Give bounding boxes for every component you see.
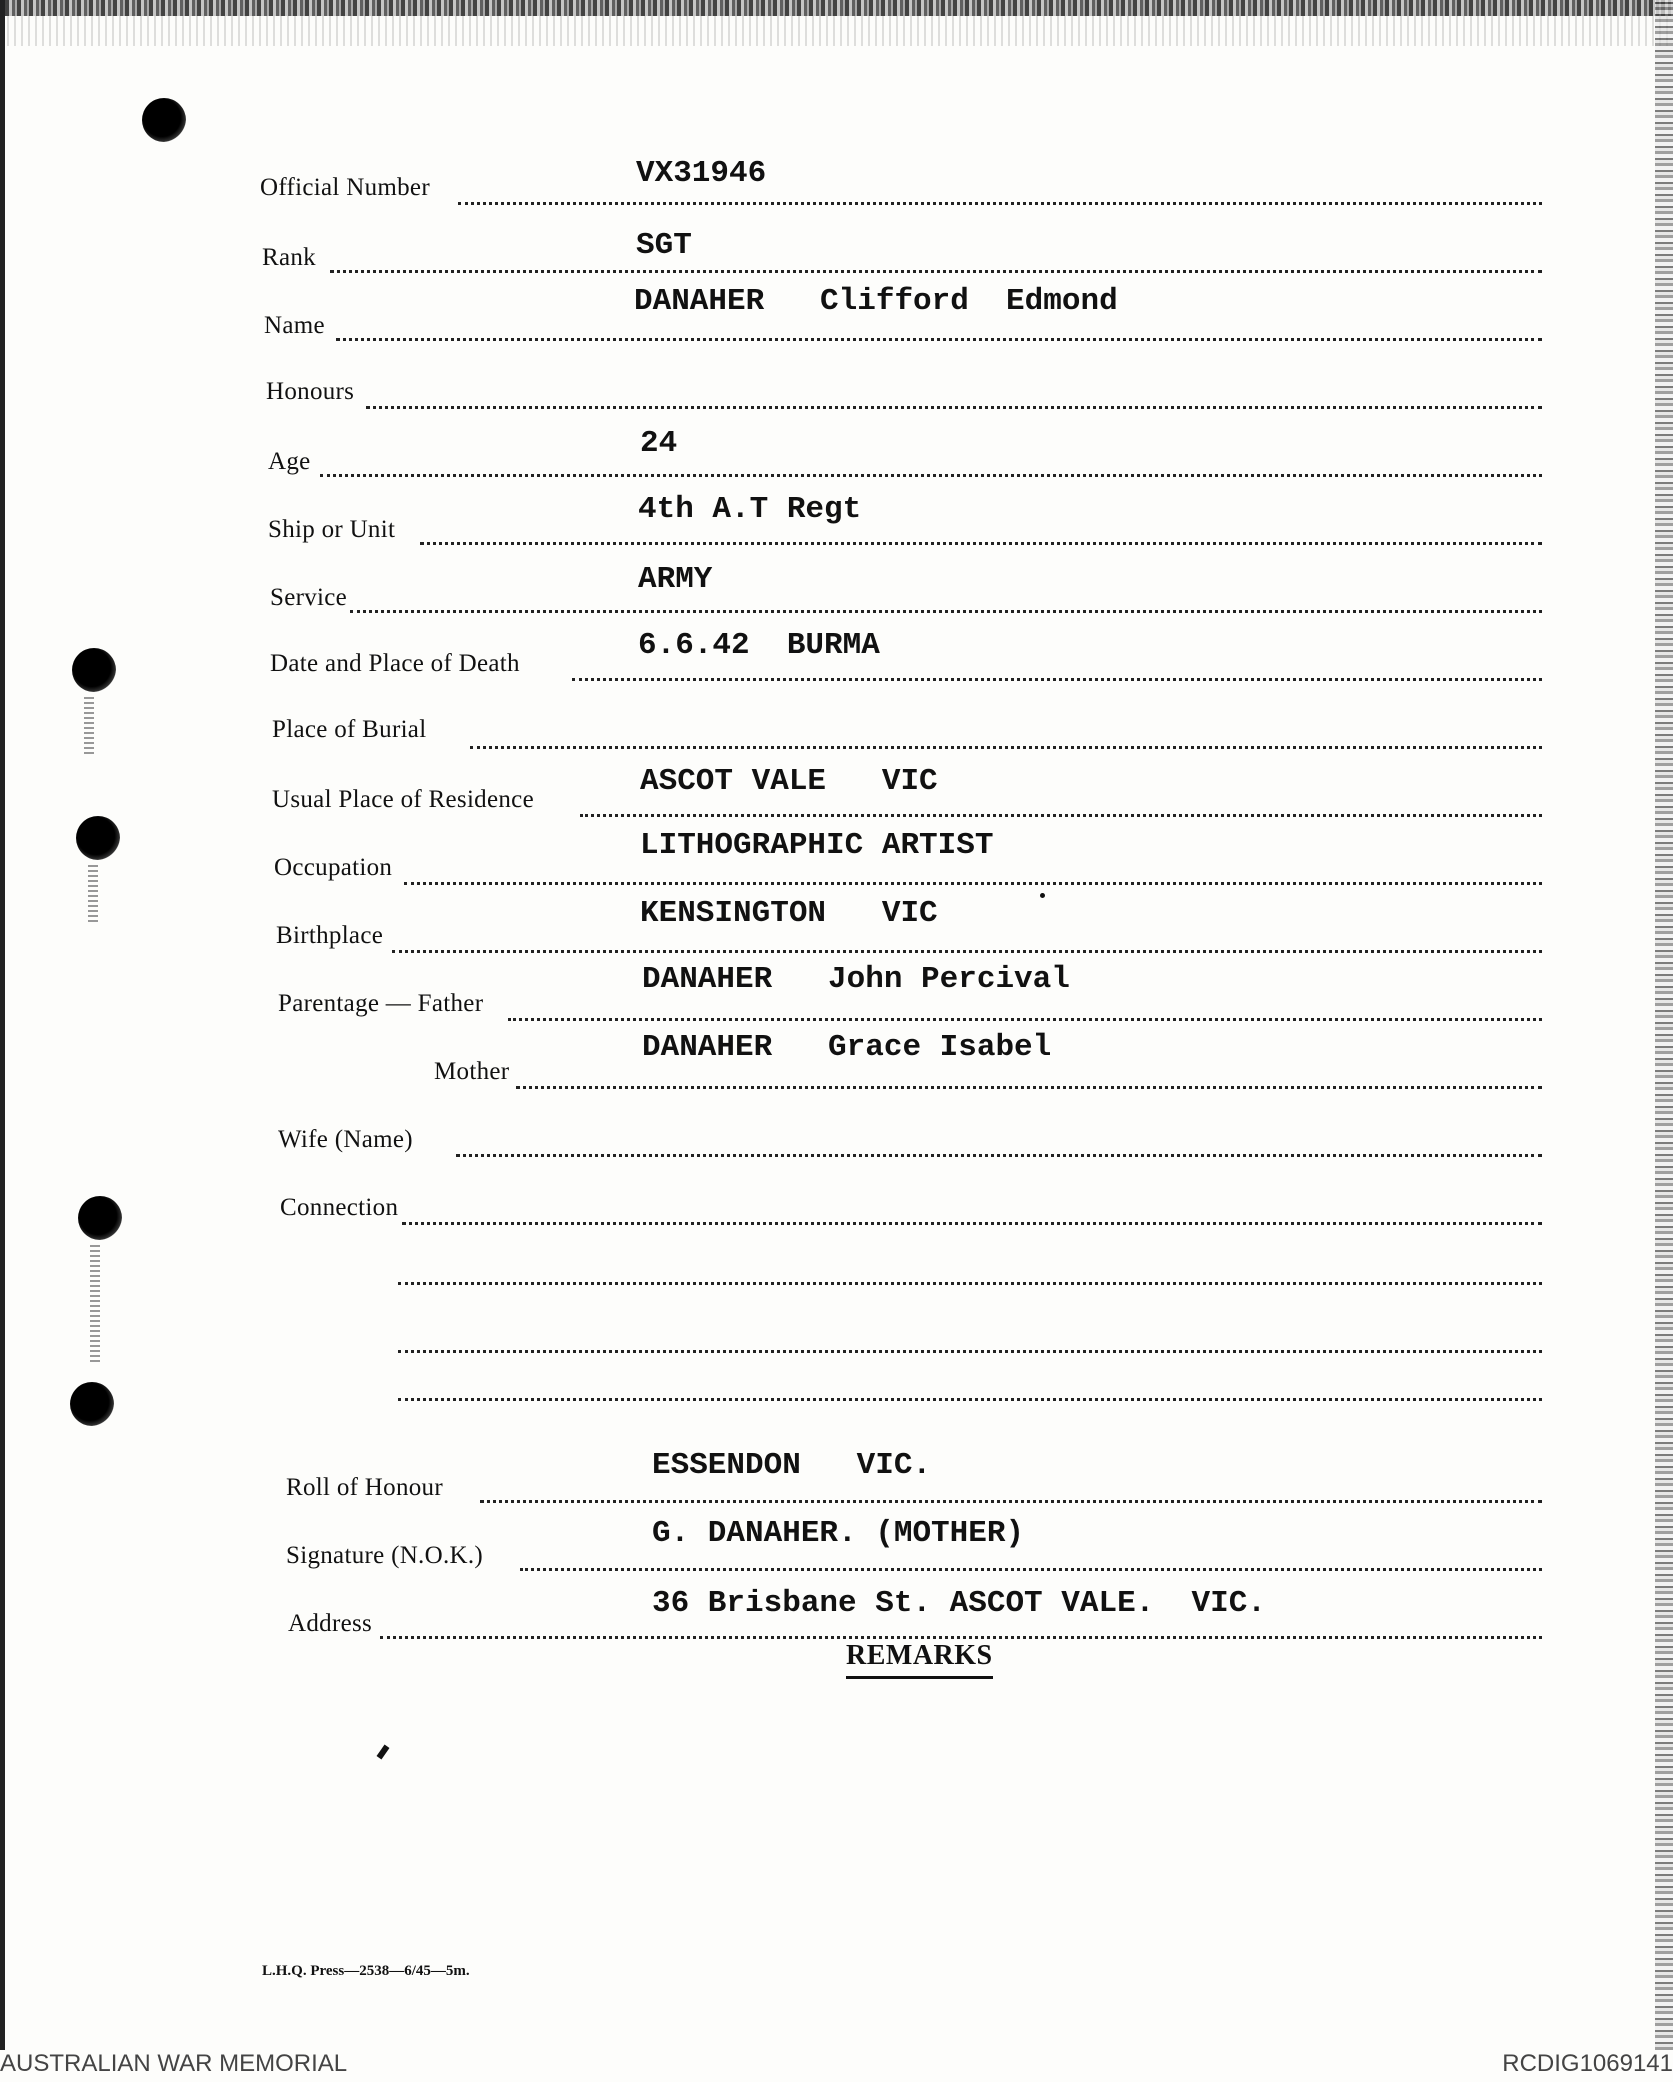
footer-archive-name: AUSTRALIAN WAR MEMORIAL	[0, 2050, 348, 2077]
stray-ink-mark	[377, 1745, 390, 1760]
dotted-line	[456, 1154, 1542, 1157]
field-label: Place of Burial	[272, 716, 427, 743]
field-father	[0, 962, 1673, 1026]
dotted-line	[330, 270, 1542, 273]
dotted-line	[516, 1086, 1542, 1089]
connection-line-4	[398, 1398, 1542, 1401]
field-label: Rank	[262, 244, 316, 271]
dotted-line	[336, 338, 1542, 341]
field-value: DANAHER Clifford Edmond	[634, 284, 1118, 319]
field-label: Ship or Unit	[268, 516, 396, 543]
field-label: Wife (Name)	[278, 1126, 413, 1153]
field-label: Occupation	[274, 854, 393, 881]
field-value: 36 Brisbane St. ASCOT VALE. VIC.	[652, 1586, 1266, 1621]
field-label: Connection	[280, 1194, 399, 1221]
field-wife	[0, 1112, 1673, 1162]
field-label: Usual Place of Residence	[272, 786, 534, 813]
field-label: Name	[264, 312, 325, 339]
field-label: Birthplace	[276, 922, 384, 949]
punch-hole-1	[142, 98, 186, 142]
field-value: DANAHER Grace Isabel	[642, 1030, 1052, 1065]
field-address	[0, 1586, 1673, 1644]
dotted-line	[470, 746, 1542, 749]
scan-top-noise	[0, 16, 1673, 46]
dotted-line	[392, 950, 1542, 953]
field-value: 24	[640, 426, 678, 461]
dotted-line	[350, 610, 1542, 613]
connection-line-3	[398, 1350, 1542, 1353]
field-birthplace	[0, 896, 1673, 958]
dotted-line	[402, 1222, 1542, 1225]
dotted-line	[320, 474, 1542, 477]
field-value: SGT	[636, 228, 692, 263]
field-signature	[0, 1516, 1673, 1576]
dotted-line	[458, 202, 1542, 205]
field-honours	[0, 364, 1673, 414]
field-label: Signature (N.O.K.)	[286, 1542, 484, 1569]
scan-top-edge	[0, 0, 1673, 16]
field-value: KENSINGTON VIC	[640, 896, 938, 931]
dotted-line	[404, 882, 1542, 885]
field-label: Roll of Honour	[286, 1474, 443, 1501]
footer-record-id: RCDIG1069141	[1502, 2050, 1673, 2077]
field-value: 4th A.T Regt	[638, 492, 862, 527]
dotted-line	[420, 542, 1542, 545]
dotted-line	[366, 406, 1542, 409]
press-mark: L.H.Q. Press—2538—6/45—5m.	[262, 1963, 470, 1979]
field-label: Service	[270, 584, 348, 611]
field-connection	[0, 1180, 1673, 1230]
punch-streak-4	[90, 1242, 100, 1362]
dotted-line	[508, 1018, 1542, 1021]
field-label: Mother	[434, 1058, 510, 1085]
field-label: Honours	[266, 378, 355, 405]
field-value: DANAHER John Percival	[642, 962, 1070, 997]
field-ship-or-unit	[0, 492, 1673, 550]
field-occupation	[0, 828, 1673, 890]
field-place-of-burial	[0, 704, 1673, 754]
dotted-line	[480, 1500, 1542, 1503]
connection-line-2	[398, 1282, 1542, 1285]
dotted-line	[580, 814, 1542, 817]
dotted-line	[572, 678, 1542, 681]
field-usual-residence	[0, 764, 1673, 822]
field-value: LITHOGRAPHIC ARTIST	[640, 828, 994, 863]
field-label: Parentage — Father	[278, 990, 484, 1017]
field-service	[0, 562, 1673, 618]
field-value: ARMY	[638, 562, 713, 597]
field-label: Address	[288, 1610, 373, 1637]
field-value: G. DANAHER. (MOTHER)	[652, 1516, 1025, 1551]
punch-hole-5	[70, 1382, 114, 1426]
remarks-heading: REMARKS	[846, 1640, 993, 1679]
field-rank	[0, 228, 1673, 278]
field-official-number	[0, 156, 1673, 210]
field-label: Official Number	[260, 174, 430, 201]
field-value: VX31946	[636, 156, 767, 191]
field-roll-of-honour	[0, 1448, 1673, 1508]
field-name	[0, 284, 1673, 346]
field-mother	[0, 1030, 1673, 1094]
dotted-line	[380, 1636, 1542, 1639]
field-value: ASCOT VALE VIC	[640, 764, 938, 799]
stray-ink-dot	[1040, 893, 1045, 898]
field-label: Age	[268, 448, 311, 475]
field-value: ESSENDON VIC.	[652, 1448, 932, 1483]
field-label: Date and Place of Death	[270, 650, 520, 677]
field-age	[0, 426, 1673, 482]
dotted-line	[520, 1568, 1542, 1571]
field-date-place-death	[0, 628, 1673, 686]
field-value: 6.6.42 BURMA	[638, 628, 880, 663]
